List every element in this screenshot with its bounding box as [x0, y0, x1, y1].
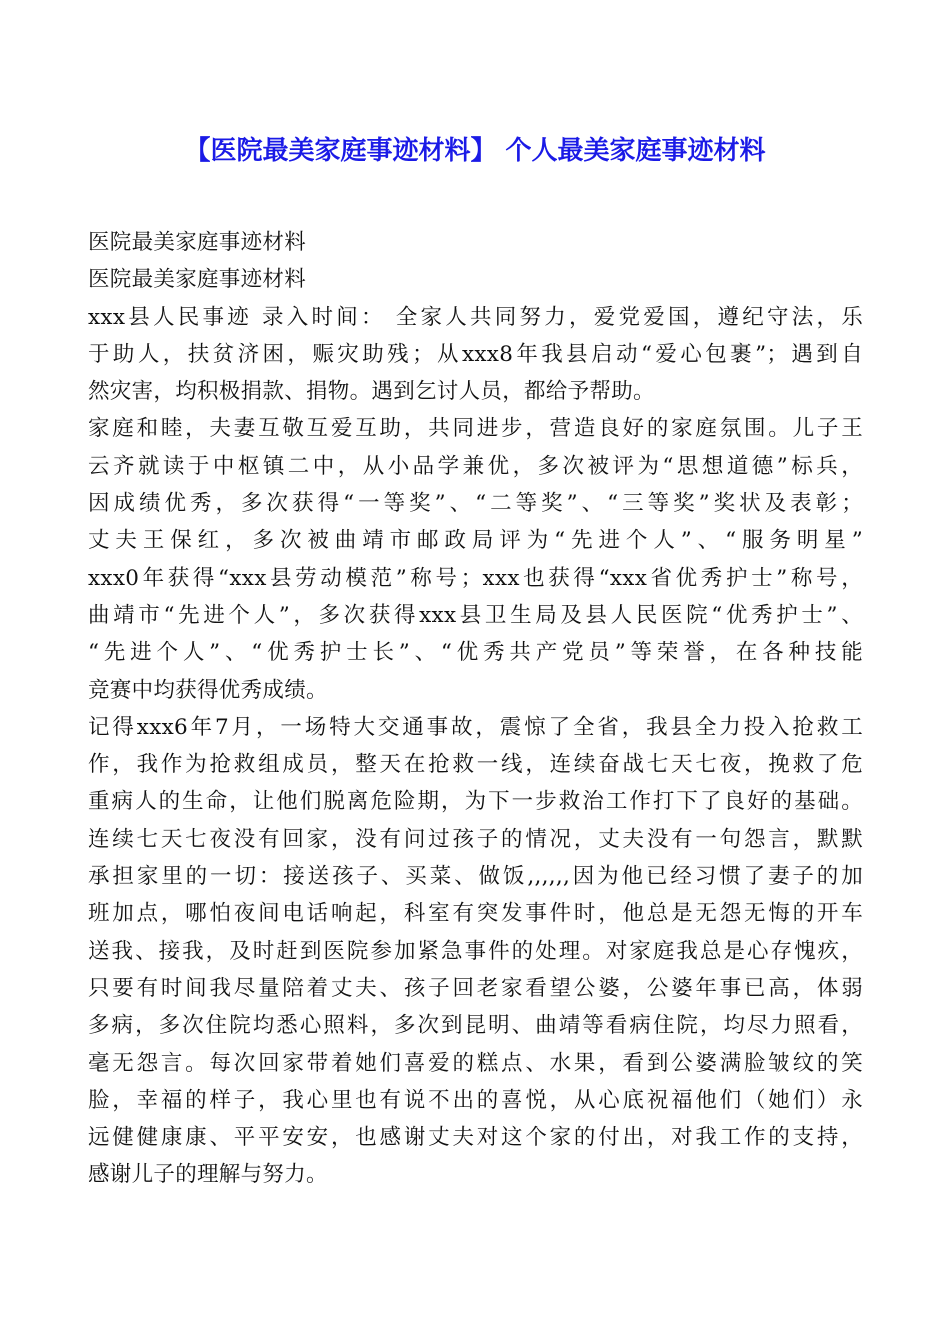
body-line: 云齐就读于中枢镇二中，从小品学兼优，多次被评为“思想道德”标兵，	[88, 453, 863, 479]
body-line: 承担家里的一切：接送孩子、买菜、做饭,,,,,,因为他已经习惯了妻子的加	[88, 864, 863, 890]
body-line: 远健健康康、平平安安，也感谢丈夫对这个家的付出，对我工作的支持，	[88, 1125, 863, 1151]
body-line: 医院最美家庭事迹材料	[88, 267, 307, 293]
body-line: 医院最美家庭事迹材料	[88, 230, 307, 255]
body-line: 多病，多次住院均悉心照料，多次到昆明、曲靖等看病住院，均尽力照看，	[88, 1013, 863, 1039]
body-line: 家庭和睦，夫妻互敬互爱互助，共同进步，营造良好的家庭氛围。儿子王	[88, 416, 863, 442]
body-line: 脸，幸福的样子，我心里也有说不出的喜悦，从心底祝福他们（她们）永	[88, 1087, 863, 1113]
body-line: xxx0年获得“xxx县劳动模范”称号；xxx也获得“xxx省优秀护士”称号，	[88, 565, 863, 591]
body-line: 毫无怨言。每次回家带着她们喜爱的糕点、水果，看到公婆满脸皱纹的笑	[88, 1050, 863, 1076]
body-line: 竞赛中均获得优秀成绩。	[88, 677, 328, 703]
body-line: 连续七天七夜没有回家，没有问过孩子的情况，丈夫没有一句怨言，默默	[88, 826, 863, 852]
body-line: 重病人的生命，让他们脱离危险期，为下一步救治工作打下了良好的基础。	[88, 789, 863, 815]
body-line: 只要有时间我尽量陪着丈夫、孩子回老家看望公婆，公婆年事已高，体弱	[88, 975, 863, 1001]
body-line: 感谢儿子的理解与努力。	[88, 1162, 328, 1188]
body-line: 班加点，哪怕夜间电话响起，科室有突发事件时，他总是无怨无悔的开车	[88, 901, 863, 927]
body-line: 记得xxx6年7月，一场特大交通事故，震惊了全省，我县全力投入抢救工	[88, 714, 863, 740]
body-line: 送我、接我，及时赶到医院参加紧急事件的处理。对家庭我总是心存愧疚，	[88, 938, 863, 964]
body-line: xxx县人民事迹 录入时间： 全家人共同努力，爱党爱国，遵纪守法，乐	[88, 304, 863, 330]
document-title: 【医院最美家庭事迹材料】 个人最美家庭事迹材料	[184, 136, 766, 166]
body-line: “先进个人”、“优秀护士长”、“优秀共产党员”等荣誉，在各种技能	[88, 640, 863, 666]
body-line: 作，我作为抢救组成员，整天在抢救一线，连续奋战七天七夜，挽救了危	[88, 752, 863, 778]
body-line: 曲靖市“先进个人”，多次获得xxx县卫生局及县人民医院“优秀护士”、	[88, 602, 863, 628]
document-body	[88, 224, 863, 1194]
body-line: 然灾害，均积极捐款、捐物。遇到乞讨人员，都给予帮助。	[88, 379, 655, 405]
body-line: 因成绩优秀，多次获得“一等奖”、“二等奖”、“三等奖”奖状及表彰；	[88, 491, 863, 517]
body-line: 于助人，扶贫济困，赈灾助残；从xxx8年我县启动“爱心包裹”；遇到自	[88, 341, 863, 367]
body-line: 丈夫王保红，多次被曲靖市邮政局评为“先进个人”、“服务明星”	[88, 528, 863, 554]
